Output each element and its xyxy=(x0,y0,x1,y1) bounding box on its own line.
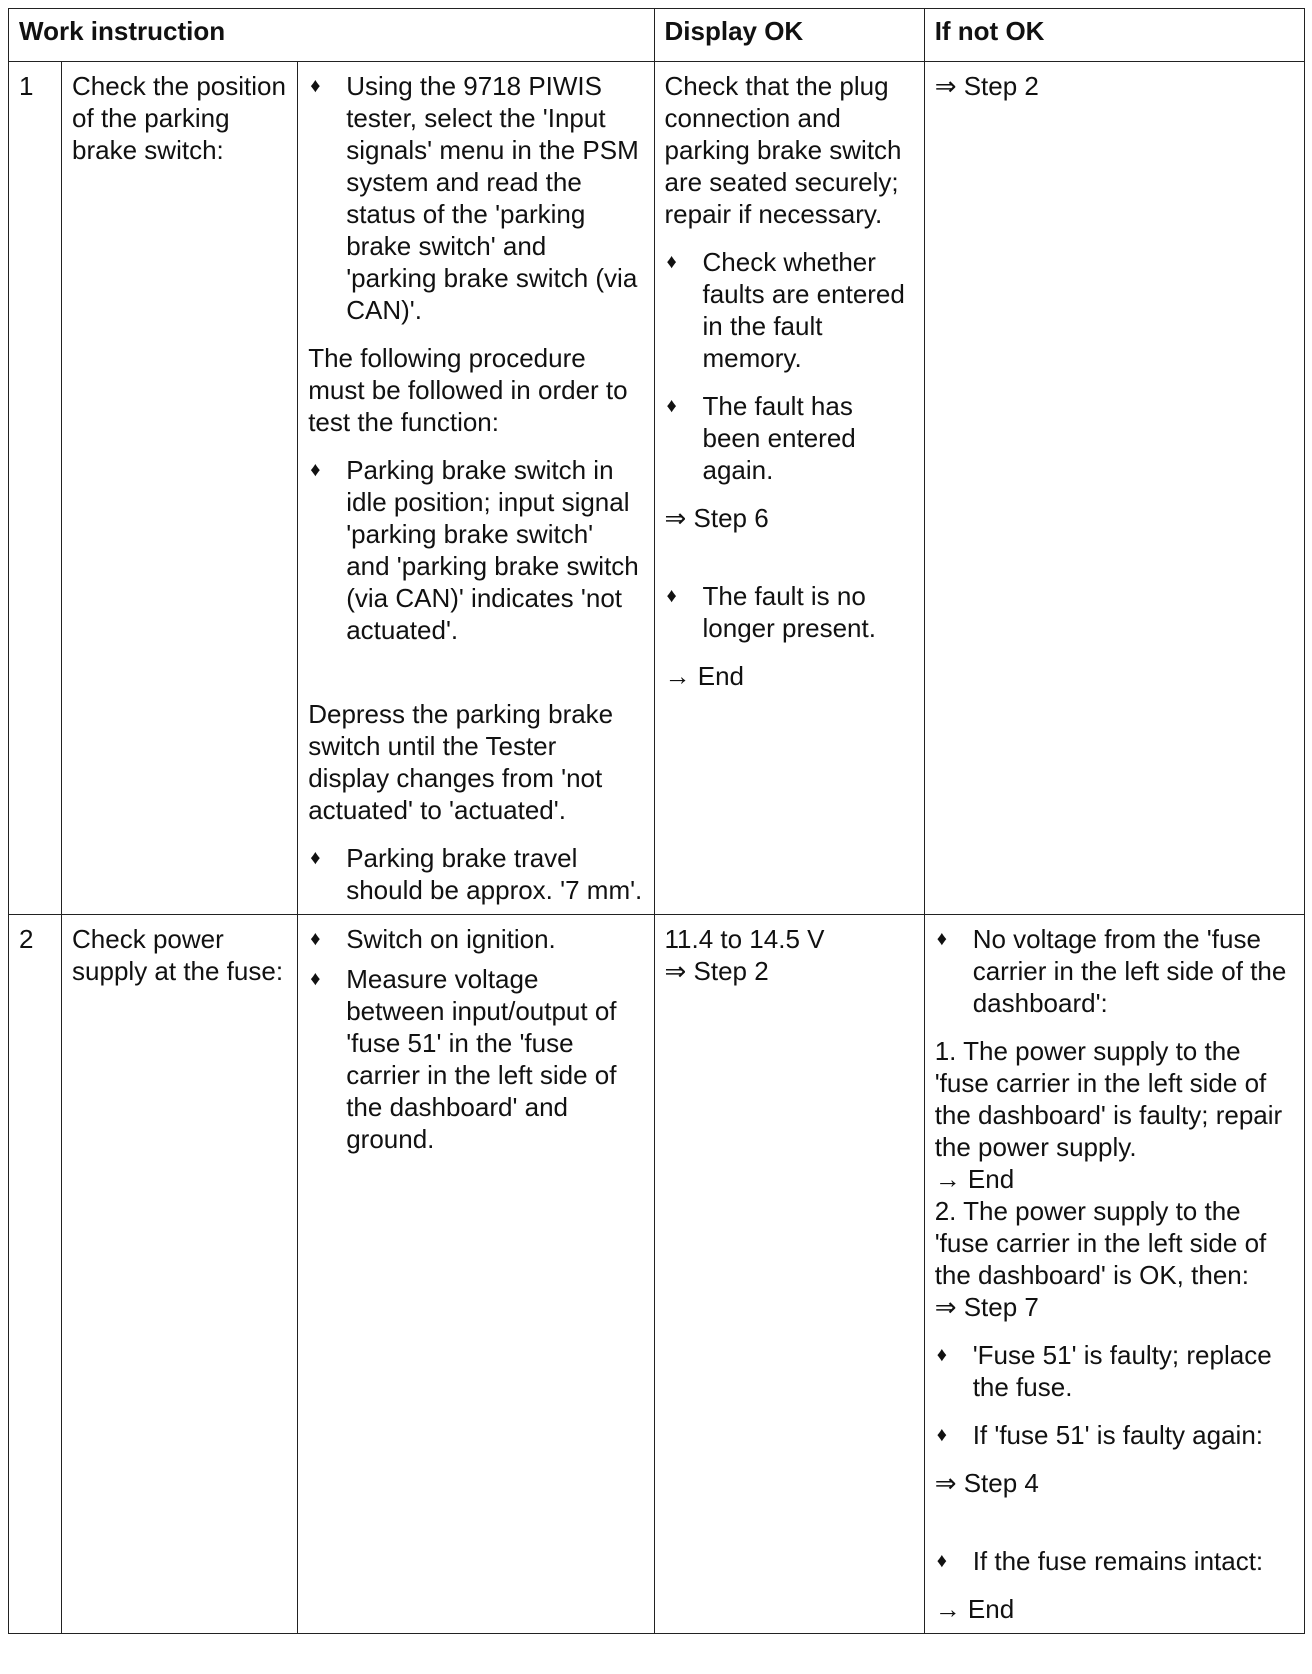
diamond-bullet-icon: ♦ xyxy=(936,928,947,950)
item-text: If the fuse remains intact: xyxy=(972,1546,1264,1576)
list-item xyxy=(935,1545,1294,1577)
list-item xyxy=(665,246,914,374)
diamond-bullet-icon: ♦ xyxy=(936,1424,947,1446)
list-item xyxy=(935,1339,1294,1403)
list-item xyxy=(308,963,643,1155)
ok-value: 11.4 to 14.5 V xyxy=(664,924,825,954)
item-text: Check whether faults are entered in the fault memory. xyxy=(702,247,905,373)
list-item xyxy=(308,923,643,955)
step-ref: ⇒ Step 4 xyxy=(934,1468,1039,1498)
step-title: Check power supply at the fuse: xyxy=(62,915,298,1634)
display-ok-cell xyxy=(654,915,924,1634)
end-ref: → End xyxy=(934,1594,1015,1624)
diamond-bullet-icon: ♦ xyxy=(310,75,321,97)
step-ref: ⇒ Step 2 xyxy=(934,71,1039,101)
step-procedure xyxy=(298,62,654,915)
not-ok-cell xyxy=(924,62,1304,915)
list-item xyxy=(308,70,643,326)
numbered-item: 2. The power supply to the 'fuse carrier in the left side of the dashboard' is OK, then: xyxy=(934,1196,1267,1290)
diamond-bullet-icon: ♦ xyxy=(666,395,677,417)
list-item xyxy=(935,923,1294,1019)
diamond-bullet-icon: ♦ xyxy=(936,1550,947,1572)
item-text: Parking brake switch in idle position; input signal 'parking brake switch' and 'parking brake switch (via CAN)' indicates 'not actuated'. xyxy=(346,455,639,645)
work-instruction-table xyxy=(8,8,1305,1634)
display-ok-cell xyxy=(654,62,924,915)
item-text: Measure voltage between input/output of 'fuse 51' in the 'fuse carrier in the left side of the dashboard' and ground. xyxy=(346,964,617,1154)
item-text: The fault has been entered again. xyxy=(702,391,856,485)
item-text: If 'fuse 51' is faulty again: xyxy=(972,1420,1264,1450)
item-text: Switch on ignition. xyxy=(346,924,556,954)
item-text: Parking brake travel should be approx. '7 mm'. xyxy=(346,843,643,905)
list-item xyxy=(665,580,914,644)
procedure-text: Depress the parking brake switch until the Tester display changes from 'not actuated' to 'actuated'. xyxy=(308,699,614,825)
item-text: 'Fuse 51' is faulty; replace the fuse. xyxy=(972,1340,1272,1402)
diamond-bullet-icon: ♦ xyxy=(936,1344,947,1366)
diamond-bullet-icon: ♦ xyxy=(310,928,321,950)
item-text: No voltage from the 'fuse carrier in the left side of the dashboard': xyxy=(972,924,1287,1018)
list-item xyxy=(935,1419,1294,1451)
diamond-bullet-icon: ♦ xyxy=(666,585,677,607)
item-text: The fault is no longer present. xyxy=(702,581,876,643)
diamond-bullet-icon: ♦ xyxy=(666,251,677,273)
step-ref: ⇒ Step 6 xyxy=(664,503,769,533)
not-ok-cell xyxy=(924,915,1304,1634)
table-row xyxy=(9,62,1305,915)
header-row xyxy=(9,9,1305,62)
step-ref: ⇒ Step 2 xyxy=(664,956,769,986)
diamond-bullet-icon: ♦ xyxy=(310,968,321,990)
header-if-not-ok: If not OK xyxy=(924,9,1304,62)
step-number: 2 xyxy=(9,915,62,1634)
header-display-ok: Display OK xyxy=(654,9,924,62)
numbered-item: 1. The power supply to the 'fuse carrier in the left side of the dashboard' is faulty; repair the power supply. xyxy=(934,1036,1283,1162)
step-number: 1 xyxy=(9,62,62,915)
table-row xyxy=(9,915,1305,1634)
procedure-text: The following procedure must be followed in order to test the function: xyxy=(308,343,628,437)
step-ref: ⇒ Step 7 xyxy=(934,1292,1039,1322)
item-text: Using the 9718 PIWIS tester, select the 'Input signals' menu in the PSM system and read the status of the 'parking brake switch' and 'parking brake switch (via CAN)'. xyxy=(346,71,639,325)
header-work-instruction: Work instruction xyxy=(9,9,655,62)
list-item xyxy=(665,390,914,486)
diamond-bullet-icon: ♦ xyxy=(310,847,321,869)
end-ref: → End xyxy=(664,661,744,691)
end-ref: → End xyxy=(934,1164,1015,1194)
list-item xyxy=(308,842,643,906)
diamond-bullet-icon: ♦ xyxy=(310,459,321,481)
step-title: Check the position of the parking brake switch: xyxy=(62,62,298,915)
step-procedure xyxy=(298,915,654,1634)
ok-text: Check that the plug connection and parking brake switch are seated securely; repair if necessary. xyxy=(664,71,902,229)
list-item xyxy=(308,454,643,646)
